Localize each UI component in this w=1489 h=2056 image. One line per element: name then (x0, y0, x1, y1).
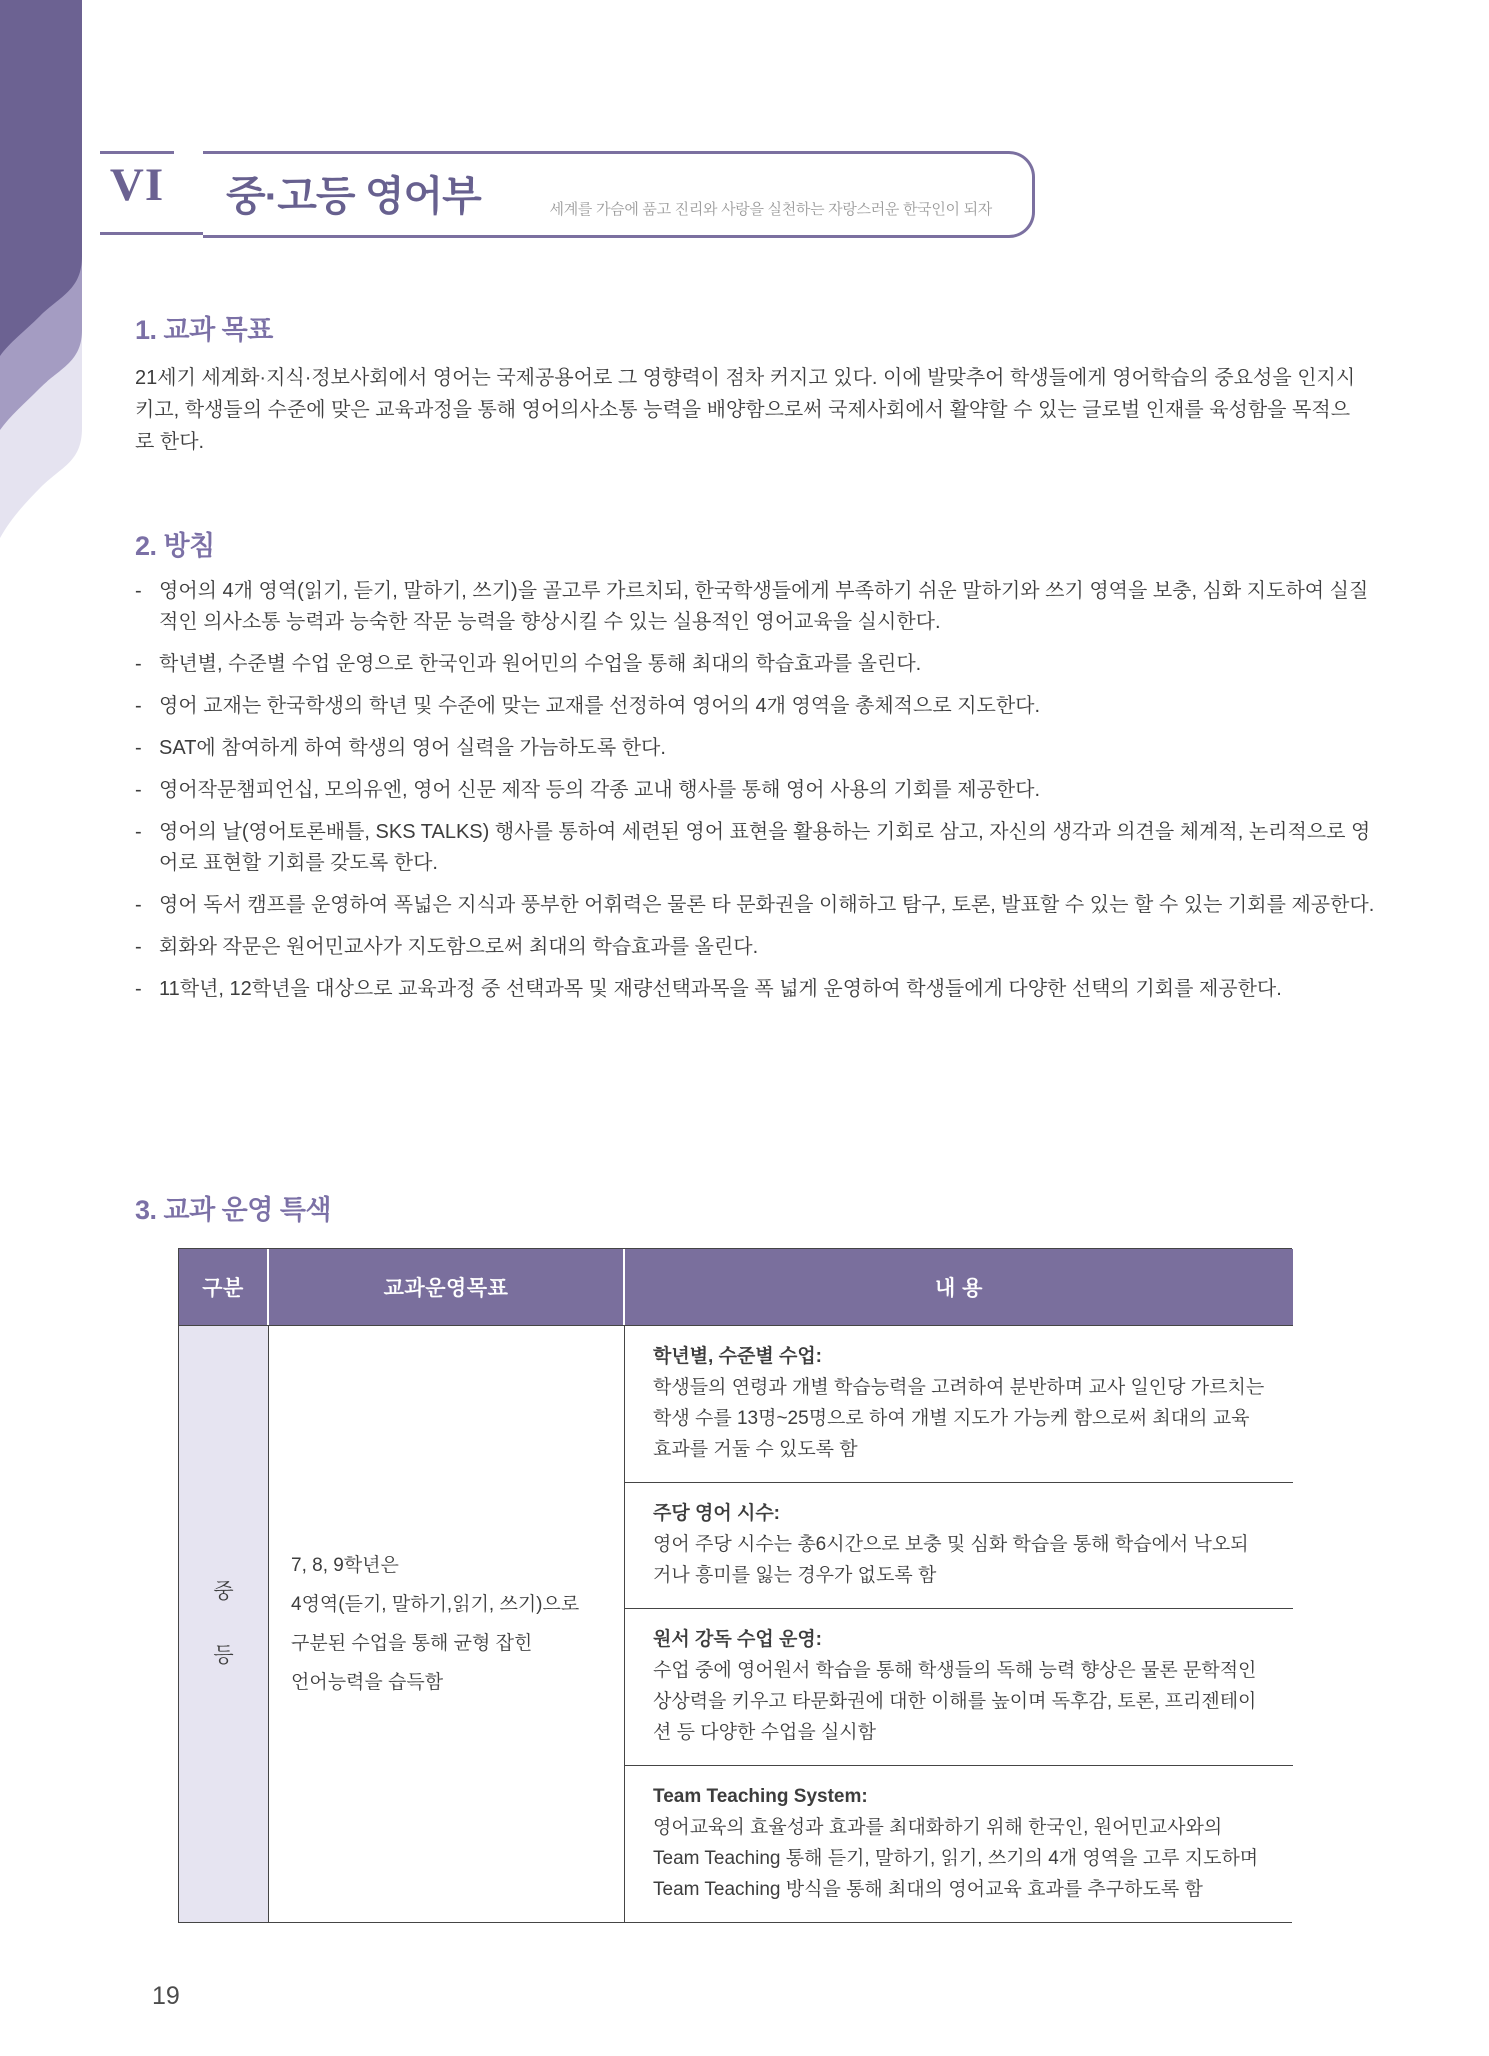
table-cell-content (625, 1325, 1293, 1482)
content-body: 영어교육의 효율성과 효과를 최대화하기 위해 한국인, 원어민교사와의 Team Teaching 통해 듣기, 말하기, 읽기, 쓰기의 4개 영역을 고루 지도하며 Team Teaching 방식을 통해 최대의 영어교육 효과를 추구하도록 함 (653, 1817, 1259, 1900)
features-table (178, 1248, 1292, 1923)
content-title: 원서 강독 수업 운영: (653, 1629, 822, 1650)
chapter-title: 중·고등 영어부 (226, 173, 481, 219)
policy-item-text: 회화와 작문은 원어민교사가 지도함으로써 최대의 학습효과를 올린다. (159, 936, 759, 958)
content-title: Team Teaching System: (653, 1786, 868, 1807)
content-title: 주당 영어 시수: (653, 1503, 781, 1524)
operation-goal-line: 4영역(듣기, 말하기,읽기, 쓰기)으로 (291, 1594, 580, 1615)
corner-decoration (0, 0, 120, 560)
group-label-line: 중 (213, 1580, 234, 1603)
bullet-dash: - (135, 653, 142, 675)
bullet-dash: - (135, 695, 142, 717)
bullet-dash: - (135, 779, 142, 801)
policy-item (135, 775, 1375, 806)
policy-item-text: 영어의 4개 영역(읽기, 듣기, 말하기, 쓰기)을 골고루 가르치되, 한국학생들에게 부족하기 쉬운 말하기와 쓰기 영역을 보충, 심화 지도하여 실질적인 의사소통 능력과 능숙한 작문 능력을 향상시킬 수 있는 실용적인 영어교육을 실시한다. (159, 580, 1369, 633)
policy-list (135, 576, 1375, 1016)
content-body: 수업 중에 영어원서 학습을 통해 학생들의 독해 능력 향상은 물론 문학적인 상상력을 키우고 타문화권에 대한 이해를 높이며 독후감, 토론, 프리젠테이션 등 다양한 수업을 실시함 (653, 1660, 1257, 1743)
policy-item (135, 649, 1375, 680)
chapter-numeral: VI (109, 159, 165, 211)
policy-item-text: 11학년, 12학년을 대상으로 교육과정 중 선택과목 및 재량선택과목을 폭 넓게 운영하여 학생들에게 다양한 선택의 기회를 제공한다. (159, 978, 1282, 1000)
policy-item-text: 학년별, 수준별 수업 운영으로 한국인과 원어민의 수업을 통해 최대의 학습효과를 올린다. (159, 653, 922, 675)
page-number: 19 (152, 1982, 180, 2010)
section-heading-features: 3. 교과 운영 특색 (135, 1195, 332, 1225)
header-bottom-rule (100, 232, 203, 235)
policy-item (135, 691, 1375, 722)
table-cell-operation-goal (269, 1325, 625, 1922)
bullet-dash: - (135, 894, 142, 916)
policy-item (135, 890, 1375, 921)
table-cell-content (625, 1482, 1293, 1608)
content-title: 학년별, 수준별 수업: (653, 1346, 822, 1367)
operation-goal-line: 언어능력을 습득함 (291, 1672, 444, 1693)
policy-item-text: 영어작문챔피언십, 모의유엔, 영어 신문 제작 등의 각종 교내 행사를 통해 영어 사용의 기회를 제공한다. (159, 779, 1041, 801)
bullet-dash: - (135, 936, 142, 958)
table-header-content: 내 용 (625, 1249, 1293, 1325)
policy-item-text: 영어 교재는 한국학생의 학년 및 수준에 맞는 교재를 선정하여 영어의 4개 영역을 총체적으로 지도한다. (159, 695, 1041, 717)
chapter-tagline: 세계를 가슴에 품고 진리와 사랑을 실천하는 자랑스러운 한국인이 되자 (549, 201, 992, 218)
goal-paragraph: 21세기 세계화·지식·정보사회에서 영어는 국제공용어로 그 영향력이 점차 커지고 있다. 이에 발맞추어 학생들에게 영어학습의 중요성을 인지시키고, 학생들의 수준에 맞은 교육과정을 통해 영어의사소통 능력을 배양함으로써 국제사회에서 활약할 수 있는 글로벌 인재를 육성함을 목적으로 한다. (135, 367, 1356, 453)
bullet-dash: - (135, 821, 142, 843)
policy-item (135, 974, 1375, 1005)
policy-item-text: SAT에 참여하게 하여 학생의 영어 실력을 가늠하도록 한다. (159, 737, 666, 759)
policy-item (135, 932, 1375, 963)
table-header-gubun: 구분 (179, 1249, 269, 1325)
section-heading-goal: 1. 교과 목표 (135, 315, 273, 345)
table-cell-group-label (179, 1325, 269, 1922)
content-body: 영어 주당 시수는 총6시간으로 보충 및 심화 학습을 통해 학습에서 낙오되거나 흥미를 잃는 경우가 없도록 함 (653, 1534, 1249, 1586)
section-heading-policy: 2. 방침 (135, 531, 215, 561)
policy-item-text: 영어 독서 캠프를 운영하여 폭넓은 지식과 풍부한 어휘력은 물론 타 문화권을 이해하고 탐구, 토론, 발표할 수 있는 할 수 있는 기회를 제공한다. (159, 894, 1375, 916)
bullet-dash: - (135, 978, 142, 1000)
bullet-dash: - (135, 737, 142, 759)
bullet-dash: - (135, 580, 142, 602)
content-body: 학생들의 연령과 개별 학습능력을 고려하여 분반하며 교사 일인당 가르치는 학생 수를 13명~25명으로 하여 개별 지도가 가능케 함으로써 최대의 교육효과를 거둘 수 있도록 함 (653, 1377, 1265, 1460)
table-cell-content (625, 1608, 1293, 1765)
policy-item (135, 576, 1375, 638)
policy-item (135, 817, 1375, 879)
operation-goal-line: 7, 8, 9학년은 (291, 1555, 399, 1576)
policy-item-text: 영어의 날(영어토론배틀, SKS TALKS) 행사를 통하여 세련된 영어 표현을 활용하는 기회로 삼고, 자신의 생각과 의견을 체계적, 논리적으로 영어로 표현할 기회를 갖도록 한다. (159, 821, 1371, 874)
table-header-goal: 교과운영목표 (269, 1249, 625, 1325)
operation-goal-line: 구분된 수업을 통해 균형 잡힌 (291, 1633, 533, 1654)
policy-item (135, 733, 1375, 764)
group-label-line: 등 (213, 1644, 234, 1667)
table-cell-content (625, 1765, 1293, 1922)
numeral-top-rule (100, 151, 174, 154)
